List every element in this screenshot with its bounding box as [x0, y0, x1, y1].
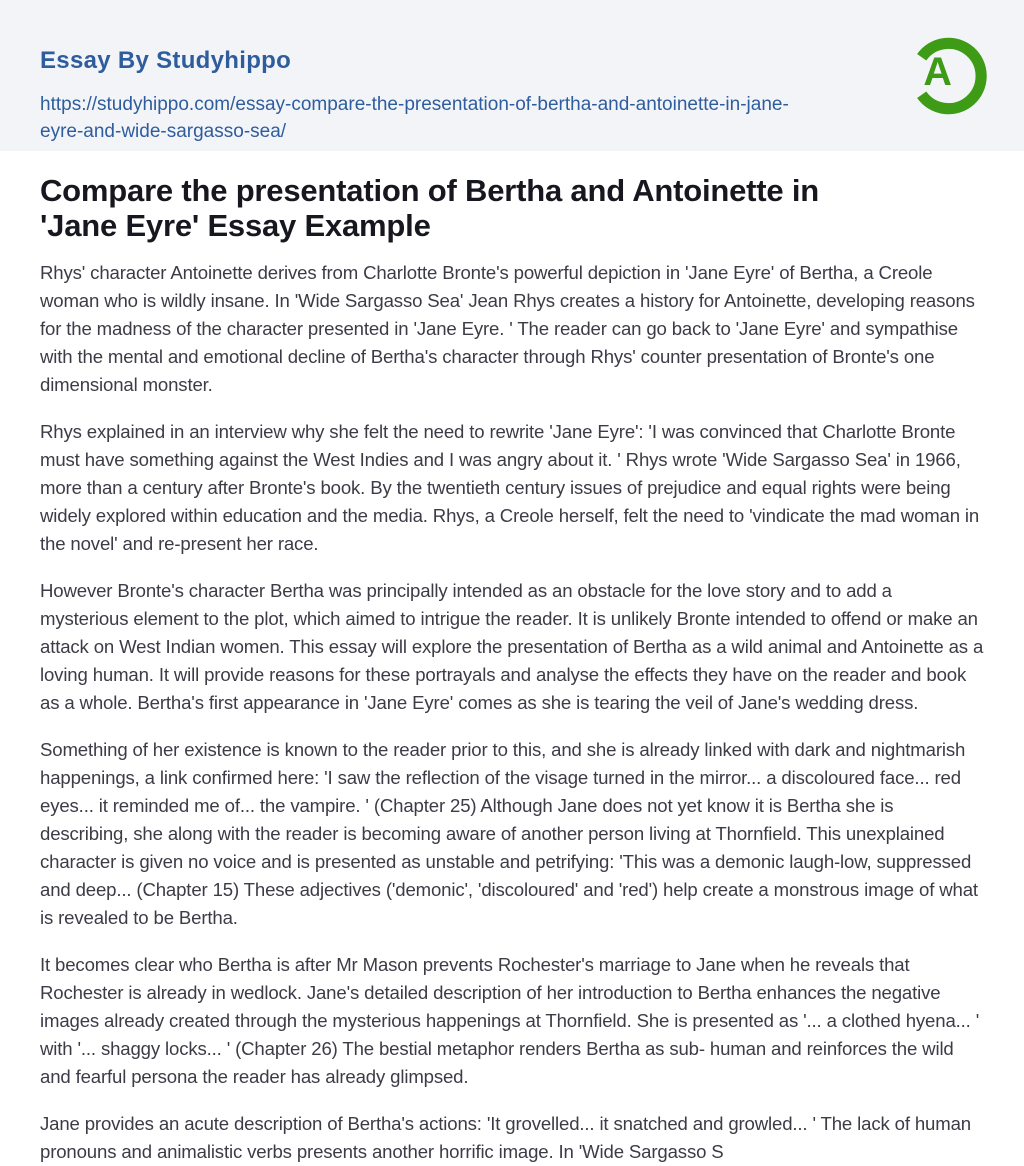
- logo-letter: A: [923, 50, 952, 95]
- essay-paragraph: It becomes clear who Bertha is after Mr Mason prevents Rochester's marriage to Jane when he reveals that Rochester is already in wedlock. Jane's detailed description of her introduction to Bertha enhances the negative images already created through the mysterious happenings at Thornfield. She is presented as '... a clothed hyena... ' with '... shaggy locks... ' (Chapter 26) The bestial metaphor renders Bertha as sub- human and reinforces the wild and fearful persona the reader has already glimpsed.: [40, 954, 980, 1087]
- essay-paragraph: Jane provides an acute description of Bertha's actions: 'It grovelled... it snatched and growled... ' The lack of human pronouns and animalistic verbs presents another horrific image. In 'Wide Sargasso S: [40, 1113, 971, 1162]
- essay-title: Compare the presentation of Bertha and Antoinette in 'Jane Eyre' Essay Example: [40, 173, 820, 243]
- essay-paragraph: Rhys explained in an interview why she felt the need to rewrite 'Jane Eyre': 'I was convinced that Charlotte Bronte must have something against the West Indies and I was angry about it. ' Rhys wrote 'Wide Sargasso Sea' in 1966, more than a century after Bronte's book. By the twentieth century issues of prejudice and equal rights were being widely explored within education and the media. Rhys, a Creole herself, felt the need to 'vindicate the mad woman in the novel' and re-present her race.: [40, 421, 980, 554]
- essay-paragraph: However Bronte's character Bertha was principally intended as an obstacle for the love story and to add a mysterious element to the plot, which aimed to intrigue the reader. It is unlikely Bronte intended to offend or make an attack on West Indian women. This essay will explore the presentation of Bertha as a wild animal and Antoinette as a loving human. It will provide reasons for these portrayals and analyse the effects they have on the reader and book as a whole. Bertha's first appearance in 'Jane Eyre' comes as she is tearing the veil of Jane's wedding dress.: [40, 580, 984, 713]
- essay-paragraph: Something of her existence is known to the reader prior to this, and she is already linked with dark and nightmarish happenings, a link confirmed here: 'I saw the reflection of the visage turned in the mirror... a discoloured face... red eyes... it reminded me of... the vampire. ' (Chapter 25) Although Jane does not yet know it is Bertha she is describing, she along with the reader is becoming aware of another person living at Thornfield. This unexplained character is given no voice and is presented as unstable and petrifying: 'This was a demonic laugh-low, suppressed and deep... (Chapter 15) These adjectives ('demonic', 'discoloured' and 'red') help create a monstrous image of what is revealed to be Bertha.: [40, 739, 978, 928]
- site-header: [0, 0, 1024, 151]
- site-title: Essay By Studyhippo: [40, 47, 292, 74]
- studyhippo-logo: [902, 30, 988, 122]
- essay-content: [0, 151, 1024, 1166]
- logo-arc-icon: [902, 30, 988, 122]
- site-url-link[interactable]: https://studyhippo.com/essay-compare-the-presentation-of-bertha-and-antoinette-in-jane-eyre-and-wide-sargasso-sea/: [40, 94, 789, 142]
- essay-paragraph: Rhys' character Antoinette derives from Charlotte Bronte's powerful depiction in 'Jane Eyre' of Bertha, a Creole woman who is wildly insane. In 'Wide Sargasso Sea' Jean Rhys creates a history for Antoinette, developing reasons for the madness of the character presented in 'Jane Eyre. ' The reader can go back to 'Jane Eyre' and sympathise with the mental and emotional decline of Bertha's character through Rhys' counter presentation of Bronte's one dimensional monster.: [40, 262, 975, 395]
